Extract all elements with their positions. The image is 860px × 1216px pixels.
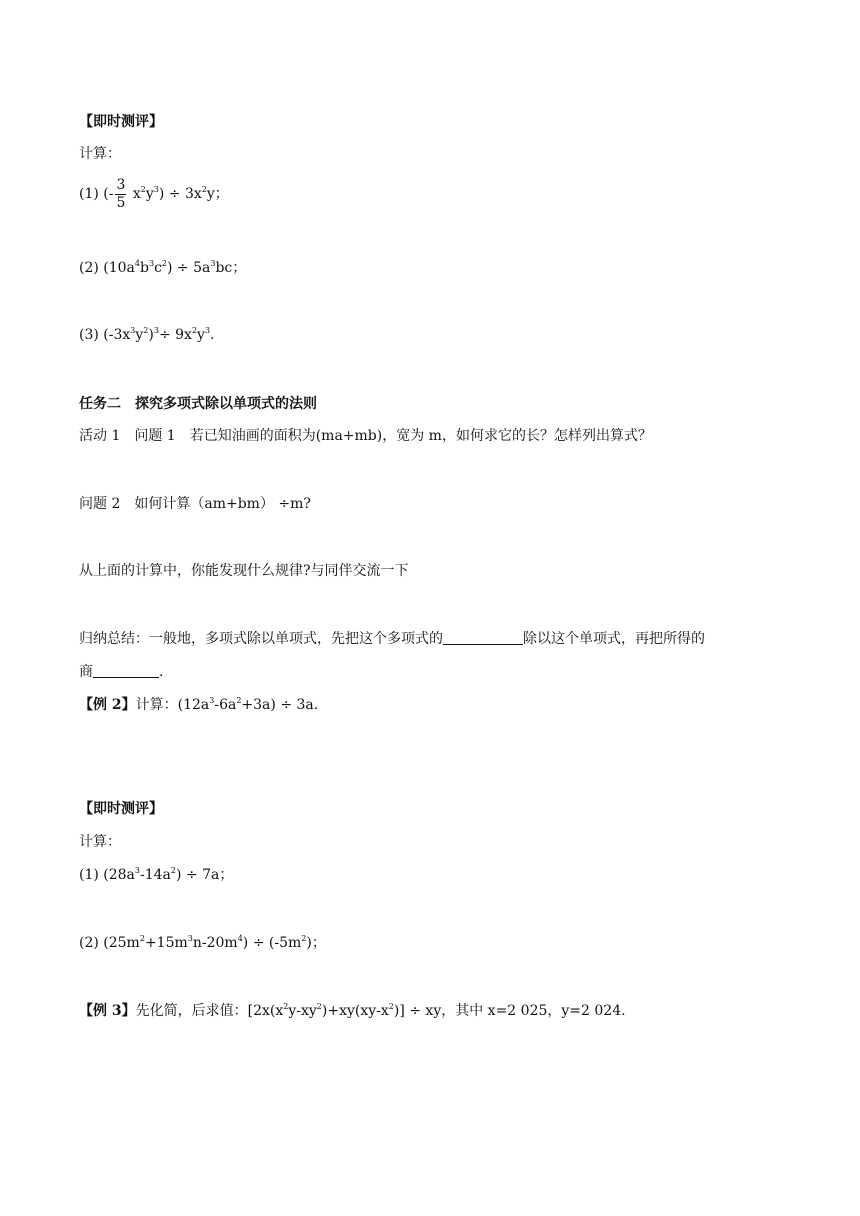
instant-test-heading-1: 【即时测评】 (79, 114, 163, 130)
fraction: $\frac{3}{5}$ (116, 176, 126, 211)
task2-title: 任务二 探究多项式除以单项式的法则 (79, 396, 317, 412)
problem-1-3: (3) $(-3x^3y^2)^3\div 9x^2y^3$. (79, 326, 215, 343)
calc-label-2: 计算： (79, 834, 121, 850)
activity1-question1: 活动 1 问题 1 若已知油画的面积为(ma+mb)，宽为 m，如何求它的长？怎样列出算式？ (79, 428, 652, 444)
summary-line-1: 归纳总结：一般地，多项式除以单项式，先把这个多项式的 除以这个单项式，再把所得的 (79, 631, 705, 647)
problem-2-1: (1) $(28a^3-14a^2) \div 7a$； (79, 866, 234, 883)
problem-2-2: (2) $(25m^2+15m^3n-20m^4) \div (-5m^2)$； (79, 934, 326, 951)
example-3: 【例 3】先化简，后求值：$[2x(x^2y-xy^2)+xy(xy-x^2)]$ ÷ xy，其中 x=2 025，y=2 024. (79, 1002, 626, 1019)
calc-label-1: 计算： (79, 146, 121, 162)
discover-text: 从上面的计算中，你能发现什么规律?与同伴交流一下 (79, 563, 409, 579)
instant-test-heading-2: 【即时测评】 (79, 801, 163, 817)
summary-line-2: 商 . (79, 664, 164, 680)
example-2: 【例 2】计算：$(12a^3-6a^2+3a) \div 3a$. (79, 696, 319, 713)
fill-blank-2[interactable] (93, 663, 159, 678)
fill-blank-1[interactable] (443, 630, 523, 645)
problem-1-1: (1) (- $\frac{3}{5}$ $x^2y^3) \div 3x^2y$； (79, 176, 229, 211)
problem-1-2: (2) $(10a^4b^3c^2) \div 5a^3bc$； (79, 259, 247, 276)
question2: 问题 2 如何计算（am+bm） ÷m? (79, 496, 311, 512)
